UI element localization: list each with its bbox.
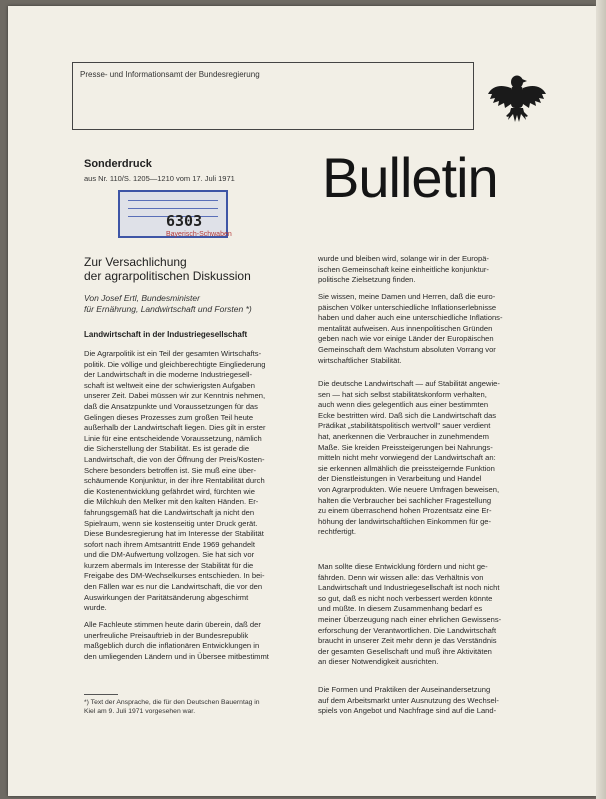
section-heading: Landwirtschaft in der Industriegesellschaft (84, 330, 248, 339)
left-paragraph-2: Alle Fachleute stimmen heute darin überein, daß der unerfreuliche Preisauftrieb in der Bundesrepublik maßgeblich durch die inflationären Entwicklungen in den umliegenden Ländern und in Übersee mitbestimmt (84, 620, 269, 661)
stamp-location: Bayerisch-Schwaben (166, 231, 232, 238)
byline-line-1: Von Josef Ertl, Bundesminister (84, 293, 200, 303)
article-byline (84, 293, 314, 315)
issue-reference: aus Nr. 110/S. 1205—1210 vom 17. Juli 1971 (84, 174, 235, 183)
bulletin-masthead: Bulletin (322, 146, 498, 209)
title-line-1: Zur Versachlichung (84, 255, 187, 269)
stamp-number: 6303 (166, 212, 203, 230)
article-title (84, 255, 314, 283)
right-paragraph-1: wurde und bleiben wird, solange wir in der Europä- ischen Gemeinschaft keine einheitliche konjunktur- politische Zielsetzung finden. (318, 254, 489, 285)
reprint-label: Sonderdruck (84, 158, 152, 170)
footnote: *) Text der Ansprache, die für den Deutschen Bauerntag in Kiel am 9. Juli 1971 vorgesehen war. (84, 699, 260, 715)
right-paragraph-3: Die deutsche Landwirtschaft — auf Stabilität angewie- sen — hat sich selbst stabilitätskonform verhalten, auch wenn dies gelegentlich aus einer bestimmten Ecke bestritten wird. Daß sich die Landwirtschaft das Prädikat „stabilitätspolitisch wertvoll" sauer verdient hat, anerkennen die Verbraucher in zunehmendem Maße. Sie kreiden Preissteigerungen bei Nahrungs- mitteln nicht mehr vorwiegend der Landwirtschaft an: sie erkennen allmählich die preissteigernde Funktion der Dienstleistungen in Verarbeitung und Handel von Agrarprodukten. Wie neuere Umfragen beweisen, halten die Verbraucher bei sachlicher Fragestellung zu einem überraschend hohen Prozentsatz eine Er- höhung der landwirtschaftlichen Einkommen für ge- rechtfertigt. (318, 379, 500, 537)
right-paragraph-2: Sie wissen, meine Damen und Herren, daß die euro- päischen Völker unterschiedliche Inflationserlebnisse haben und daher auch eine unterschiedliche Inflations- mentalität aufweisen. Aus innenpolitischen Gründen geben nach wie vor einige Länder der Europäischen Gemeinschaft dem Wachstum absoluten Vorrang vor wirtschaftlicher Stabilität. (318, 292, 503, 365)
footnote-rule (84, 694, 118, 695)
page-edge (596, 0, 606, 799)
right-paragraph-5: Die Formen und Praktiken der Auseinandersetzung auf dem Arbeitsmarkt unter Ausnutzung des Wechsel- spiels von Angebot und Nachfrage sind auf die Land- (318, 685, 499, 716)
federal-eagle-icon (486, 66, 548, 128)
right-paragraph-4: Man sollte diese Entwicklung fördern und nicht ge- fährden. Denn wir wissen alle: das Verhältnis von Landwirtschaft und Industriegesellschaft ist noch nicht so gut, daß es nicht noch verbessert werden könnte und müßte. In diesem Zusammenhang bedarf es meiner Überzeugung nach einer ehrlichen Gewissens- erforschung der Verantwortlichen. Die Landwirtschaft braucht in unserer Zeit mehr denn je das Verständnis der gesamten Gesellschaft und muß ihre Aktivitäten an dieser Notwendigkeit ausrichten. (318, 562, 502, 667)
issuing-office: Presse- und Informationsamt der Bundesregierung (80, 70, 260, 79)
left-paragraph-1: Die Agrarpolitik ist ein Teil der gesamten Wirtschafts- politik. Die völlige und gleichberechtigte Eingliederung der Landwirtschaft in die moderne Industriegesell- schaft ist weltweit eine der schwierigsten Aufgaben unserer Zeit. Dabei müssen wir zur Kenntnis nehmen, daß die Ansatzpunkte und Voraussetzungen für das Gelingen dieses Prozesses zum großen Teil heute außerhalb der Landwirtschaft liegen. Dies gilt in erster Linie für eine entscheidende Voraussetzung, nämlich die Sicherstellung der Stabilität. Es ist gerade die Landwirtschaft, die von der Öffnung der Preis/Kosten- Schere besonders betroffen ist. Sie muß eine über- schäumende Konjunktur, in der ihre Rentabilität durch die Kostenentwicklung gefährdet wird, fürchten wie die Milchkuh den Melker mit den kalten Händen. Er- fahrungsgemäß hat die Landwirtschaft ja nicht den Spielraum, wenn sie kostenseitig unter Druck gerät. Diese Bundesregierung hat im Interesse der Stabilität sofort nach ihrem Amtsantritt Ende 1969 gehandelt und die DM-Aufwertung vollzogen. Sie hat sich vor kurzem abermals im Interesse der Stabilität für die Freigabe des DM-Wechselkurses entschieden. In bei- den Fällen war es nur die Landwirtschaft, die vor den Auswirkungen der Paritätsänderung abgeschirmt wurde. (84, 349, 266, 613)
byline-line-2: für Ernährung, Landwirtschaft und Forsten *) (84, 304, 252, 314)
title-line-2: der agrarpolitischen Diskussion (84, 269, 251, 283)
